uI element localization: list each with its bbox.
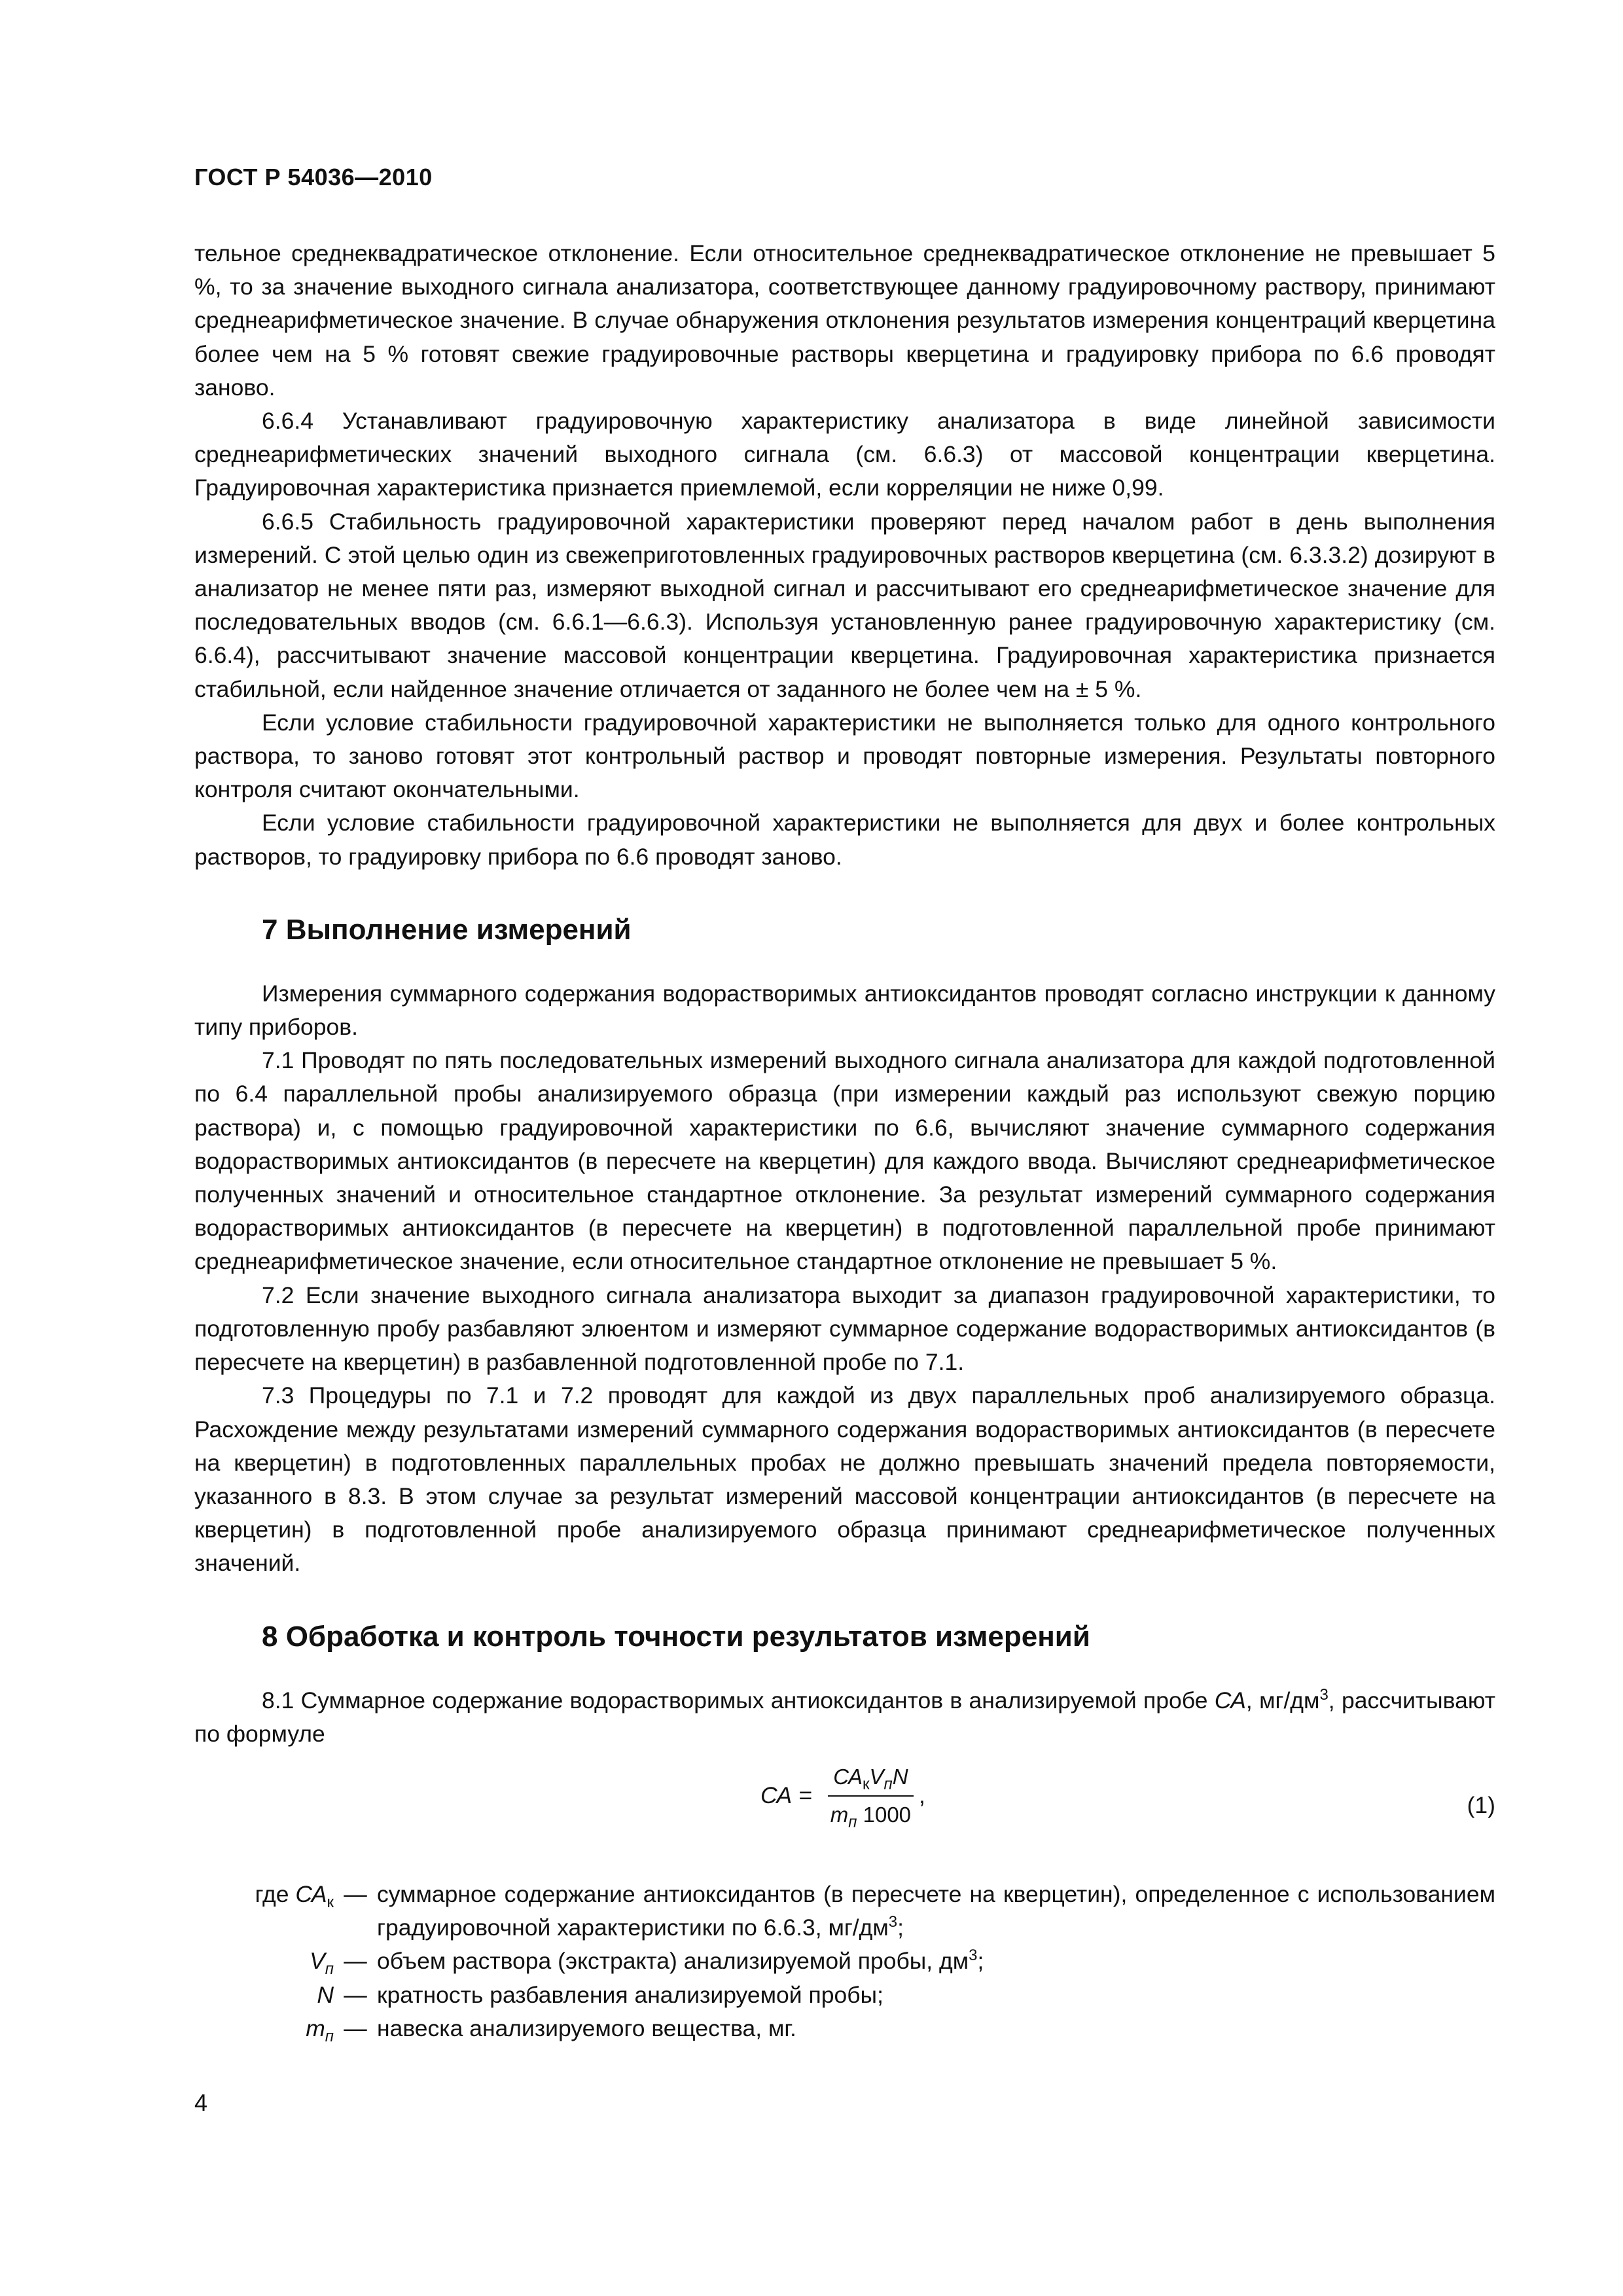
definition-text xyxy=(377,1979,1495,2012)
definition-term xyxy=(194,1945,334,1978)
variable-ca: СА xyxy=(1214,1687,1246,1713)
definition-dash: — xyxy=(344,2015,367,2041)
paragraph-continuation: тельное среднеквадратическое отклонение. Если относительное среднеквадратическое отклонение не превышает 5 %, то за значение выходного сигнала анализатора, соответствующее данному градуировочному раствору, принимают среднеарифметическое значение. В случае обнаружения отклонения результатов измерения концентраций кверцетина более чем на 5 % готовят свежие градуировочные растворы кверцетина и градуировку прибора по 6.6 проводят заново. xyxy=(194,240,1495,401)
equation-number: (1) xyxy=(1467,1791,1495,1818)
paragraph-8-1-end: , рассчитывают по формуле xyxy=(194,1687,1495,1747)
den-m: m xyxy=(830,1802,849,1827)
section-7-heading: 7 Выполнение измерений xyxy=(262,913,632,946)
definition-n xyxy=(194,1979,1495,2012)
formula-lhs: СА = xyxy=(760,1782,812,1809)
num-n: N xyxy=(892,1764,908,1789)
document-code: ГОСТ Р 54036—2010 xyxy=(194,164,433,190)
definition-end: ; xyxy=(877,1981,883,2008)
unit-exponent: 3 xyxy=(1319,1685,1329,1704)
document-body xyxy=(194,237,1495,2045)
definition-end: ; xyxy=(897,1914,904,1941)
definition-term xyxy=(194,2012,334,2045)
num-ca: СА xyxy=(833,1764,863,1789)
term-sub: п xyxy=(325,1960,334,1979)
paragraph-7-2: 7.2 Если значение выходного сигнала анализатора выходит за диапазон градуировочной характеристики, то подготовленную пробу разбавляют элюентом и измеряют суммарное содержание водорастворимых антиоксидантов (в пересчете на кверцетин) в разбавленной подготовленной пробе по 7.1. xyxy=(194,1282,1495,1376)
definition-text xyxy=(377,1878,1495,1945)
term-sub: п xyxy=(325,2027,334,2045)
formula-1 xyxy=(194,1763,1495,1854)
paragraph-7-1: 7.1 Проводят по пять последовательных измерений выходного сигнала анализатора для каждой подготовленной по 6.4 параллельной пробы анализируемого образца (при измерении каждый раз используют свежую порцию раствора) и, с помощью градуировочной характеристики по 6.6, вычисляют значение суммарного содержания водорастворимых антиоксидантов (в пересчете на кверцетин) для каждого ввода. Вычисляют среднеарифметическое полученных значений и относительное стандартное отклонение. За результат измерений суммарного содержания водорастворимых антиоксидантов (в пересчете на кверцетин) в подготовленной параллельной пробе принимают среднеарифметическое значение, если относительное стандартное отклонение не превышает 5 %. xyxy=(194,1047,1495,1275)
definition-body: кратность разбавления анализируемой пробы xyxy=(377,1981,878,2008)
where-word: где xyxy=(255,1880,296,1907)
definition-dash: — xyxy=(344,1948,367,1975)
term-symbol: V xyxy=(310,1948,325,1975)
unit-text: , мг/дм xyxy=(1245,1687,1320,1713)
definition-term xyxy=(194,1878,334,1945)
num-v: V xyxy=(869,1764,884,1789)
formula-numerator xyxy=(828,1763,913,1797)
term-symbol: СА xyxy=(295,1880,327,1907)
num-ca-sub: к xyxy=(862,1775,870,1793)
paragraph-6-6-5: 6.6.5 Стабильность градуировочной характеристики проверяют перед началом работ в день выполнения измерений. С этой целью один из свежеприготовленных градуировочных растворов кверцетина (см. 6.3.3.2) дозируют в анализатор не менее пяти раз, измеряют выходной сигнал и рассчитывают его среднеарифметическое значение для последовательных вводов (см. 6.6.1—6.6.3). Используя установленную ранее градуировочную характеристику (см. 6.6.4), рассчитывают значение массовой концентрации кверцетина. Градуировочная характеристика признается стабильной, если найденное значение отличается от заданного не более чем на ± 5 %. xyxy=(194,508,1495,702)
page-number: 4 xyxy=(194,2089,208,2116)
definition-body: навеска анализируемого вещества, мг xyxy=(377,2015,791,2041)
paragraph-7-3: 7.3 Процедуры по 7.1 и 7.2 проводят для каждой из двух параллельных проб анализируемого образца. Расхождение между результатами измерений суммарного содержания водорастворимых антиоксидантов (в пересчете на кверцетин) в подготовленных параллельных пробах не должно превышать значений предела повторяемости, указанного в 8.3. В этом случае за результат измерений массовой концентрации антиоксидантов (в пересчете на кверцетин) в подготовленной пробе анализируемого образца принимают среднеарифметическое полученных значений. xyxy=(194,1382,1495,1577)
definition-dash: — xyxy=(344,1880,367,1907)
definition-m-n xyxy=(194,2012,1495,2045)
definitions-list xyxy=(194,1878,1495,2045)
term-symbol: N xyxy=(317,1981,334,2008)
term-symbol: m xyxy=(306,2015,325,2041)
formula-denominator xyxy=(825,1797,916,1829)
paragraph-6-6-4: 6.6.4 Устанавливают градуировочную характеристику анализатора в виде линейной зависимости среднеарифметических значений выходного сигнала (см. 6.6.3) от массовой концентрации кверцетина. Градуировочная характеристика признается приемлемой, если корреляции не ниже 0,99. xyxy=(194,408,1495,501)
paragraph-stability-single: Если условие стабильности градуировочной характеристики не выполняется только для одного контрольного раствора, то заново готовят этот контрольный раствор и проводят повторные измерения. Результаты повторного контроля считают окончательными. xyxy=(194,709,1495,803)
definition-body: суммарное содержание антиоксидантов (в пересчете на кверцетин), определенное с использованием градуировочной характеристики по 6.6.3, мг/дм xyxy=(377,1880,1495,1941)
definition-sup: 3 xyxy=(969,1946,978,1965)
definition-sup: 3 xyxy=(888,1913,898,1931)
formula-expression xyxy=(760,1763,925,1829)
den-m-sub: п xyxy=(848,1813,857,1831)
paragraph-7-intro: Измерения суммарного содержания водорастворимых антиоксидантов проводят согласно инструкции к данному типу приборов. xyxy=(194,980,1495,1041)
definition-ca-k xyxy=(194,1878,1495,1945)
paragraph-8-1 xyxy=(194,1684,1495,1751)
definition-body: объем раствора (экстракта) анализируемой пробы, дм xyxy=(377,1948,969,1975)
definition-text xyxy=(377,1945,1495,1978)
formula-tail: , xyxy=(919,1782,925,1809)
definition-v-n xyxy=(194,1945,1495,1978)
section-8-heading: 8 Обработка и контроль точности результатов измерений xyxy=(262,1620,1090,1653)
paragraph-8-1-text: 8.1 Суммарное содержание водорастворимых антиоксидантов в анализируемой пробе xyxy=(262,1687,1215,1713)
definition-term xyxy=(194,1979,334,2012)
definition-dash: — xyxy=(344,1981,367,2008)
den-const: 1000 xyxy=(857,1802,912,1827)
definition-text xyxy=(377,2012,1495,2045)
formula-fraction xyxy=(825,1763,916,1829)
definition-end: ; xyxy=(977,1948,984,1975)
definition-end: . xyxy=(790,2015,796,2041)
paragraph-stability-multiple: Если условие стабильности градуировочной характеристики не выполняется для двух и более контрольных растворов, то градуировку прибора по 6.6 проводят заново. xyxy=(194,810,1495,870)
term-sub: к xyxy=(327,1893,334,1912)
num-v-sub: п xyxy=(883,1775,893,1793)
